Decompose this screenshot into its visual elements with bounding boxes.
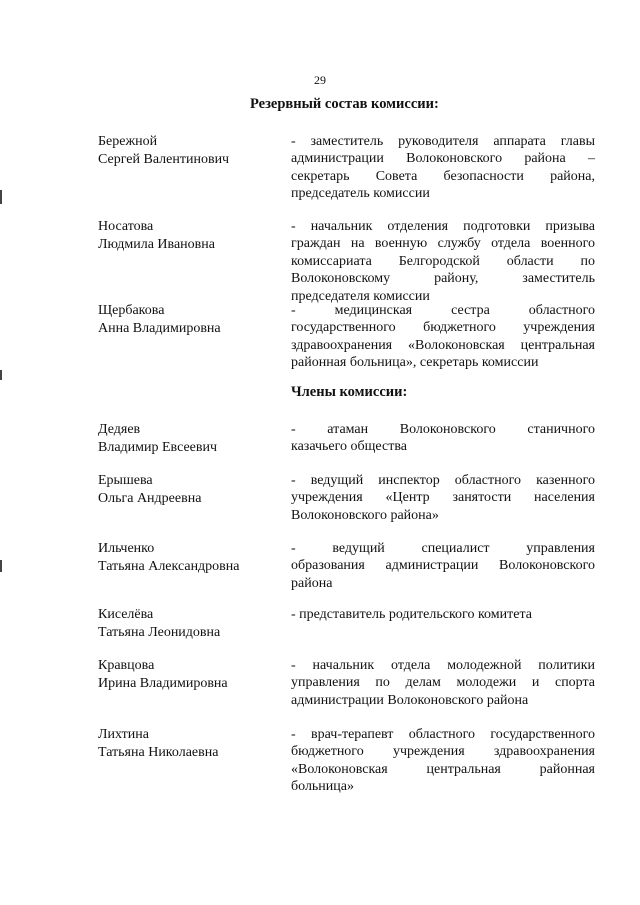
role-line: бюджетного учреждения здравоохранения xyxy=(291,744,595,760)
surname: Щербакова xyxy=(98,303,165,318)
role-line: Волоконовскому району, заместитель xyxy=(291,271,595,287)
commission-members-heading: Члены комиссии: xyxy=(291,384,408,400)
role-line: администрации Волоконовского района – xyxy=(291,151,595,167)
reserve-composition-heading: Резервный состав комиссии: xyxy=(250,96,439,112)
role-line: граждан на военную службу отдела военного xyxy=(291,236,595,252)
role-line: районная больница», секретарь комиссии xyxy=(291,355,539,371)
person-role xyxy=(291,726,595,796)
person-role xyxy=(291,302,595,372)
role-line: района xyxy=(291,575,333,591)
person-name xyxy=(98,540,278,576)
surname: Кравцова xyxy=(98,658,155,673)
person-name xyxy=(98,472,278,508)
given-names: Сергей Валентинович xyxy=(98,152,230,167)
surname: Носатова xyxy=(98,219,154,234)
person-name xyxy=(98,606,278,642)
role-line: секретарь Совета безопасности района, xyxy=(291,168,595,184)
person-role xyxy=(291,472,595,524)
person-name xyxy=(98,421,278,457)
role-line: председателя комиссии xyxy=(291,288,430,304)
person-role xyxy=(291,606,595,623)
person-role xyxy=(291,133,595,203)
surname: Бережной xyxy=(98,134,158,149)
role-line: - представитель родительского комитета xyxy=(291,607,532,622)
page-number: 29 xyxy=(314,73,326,87)
given-names: Татьяна Николаевна xyxy=(98,745,219,760)
given-names: Анна Владимировна xyxy=(98,321,221,336)
role-line: - начальник отделения подготовки призыва xyxy=(291,219,595,234)
surname: Дедяев xyxy=(98,422,141,437)
role-line: Волоконовского района» xyxy=(291,507,439,523)
person-name xyxy=(98,133,278,169)
given-names: Татьяна Леонидовна xyxy=(98,625,221,640)
scan-edge-mark xyxy=(0,370,2,380)
surname: Киселёва xyxy=(98,607,154,622)
person-role xyxy=(291,218,595,305)
given-names: Татьяна Александровна xyxy=(98,559,240,574)
surname: Ерышева xyxy=(98,473,153,488)
role-line: - ведущий инспектор областного казенного xyxy=(291,473,595,488)
role-line: казачьего общества xyxy=(291,439,407,455)
given-names: Ольга Андреевна xyxy=(98,491,202,506)
person-role xyxy=(291,421,595,456)
scan-edge-mark xyxy=(0,560,2,572)
role-line: - атаман Волоконовского станичного xyxy=(291,422,595,437)
role-line: - медицинская сестра областного xyxy=(291,303,595,318)
role-line: «Волоконовская центральная районная xyxy=(291,761,595,777)
role-line: - ведущий специалист управления xyxy=(291,541,595,556)
person-name xyxy=(98,726,278,762)
given-names: Ирина Владимировна xyxy=(98,676,228,691)
role-line: председатель комиссии xyxy=(291,186,430,202)
role-line: образования администрации Волоконовского xyxy=(291,558,595,574)
given-names: Людмила Ивановна xyxy=(98,237,215,252)
surname: Ильченко xyxy=(98,541,155,556)
person-name xyxy=(98,302,278,338)
role-line: государственного бюджетного учреждения xyxy=(291,320,595,336)
scan-edge-mark xyxy=(0,190,2,204)
role-line: управления по делам молодежи и спорта xyxy=(291,675,595,691)
role-line: здравоохранения «Волоконовская центральная xyxy=(291,337,595,353)
role-line: администрации Волоконовского района xyxy=(291,692,529,708)
role-line: - начальник отдела молодежной политики xyxy=(291,658,595,673)
person-role xyxy=(291,657,595,709)
role-line: комиссариата Белгородской области по xyxy=(291,253,595,269)
role-line: - врач-терапевт областного государственного xyxy=(291,727,595,742)
person-name xyxy=(98,218,278,254)
role-line: - заместитель руководителя аппарата главы xyxy=(291,134,595,149)
person-role xyxy=(291,540,595,592)
given-names: Владимир Евсеевич xyxy=(98,440,218,455)
person-name xyxy=(98,657,278,693)
role-line: учреждения «Центр занятости населения xyxy=(291,490,595,506)
surname: Лихтина xyxy=(98,727,149,742)
role-line: больница» xyxy=(291,779,354,795)
